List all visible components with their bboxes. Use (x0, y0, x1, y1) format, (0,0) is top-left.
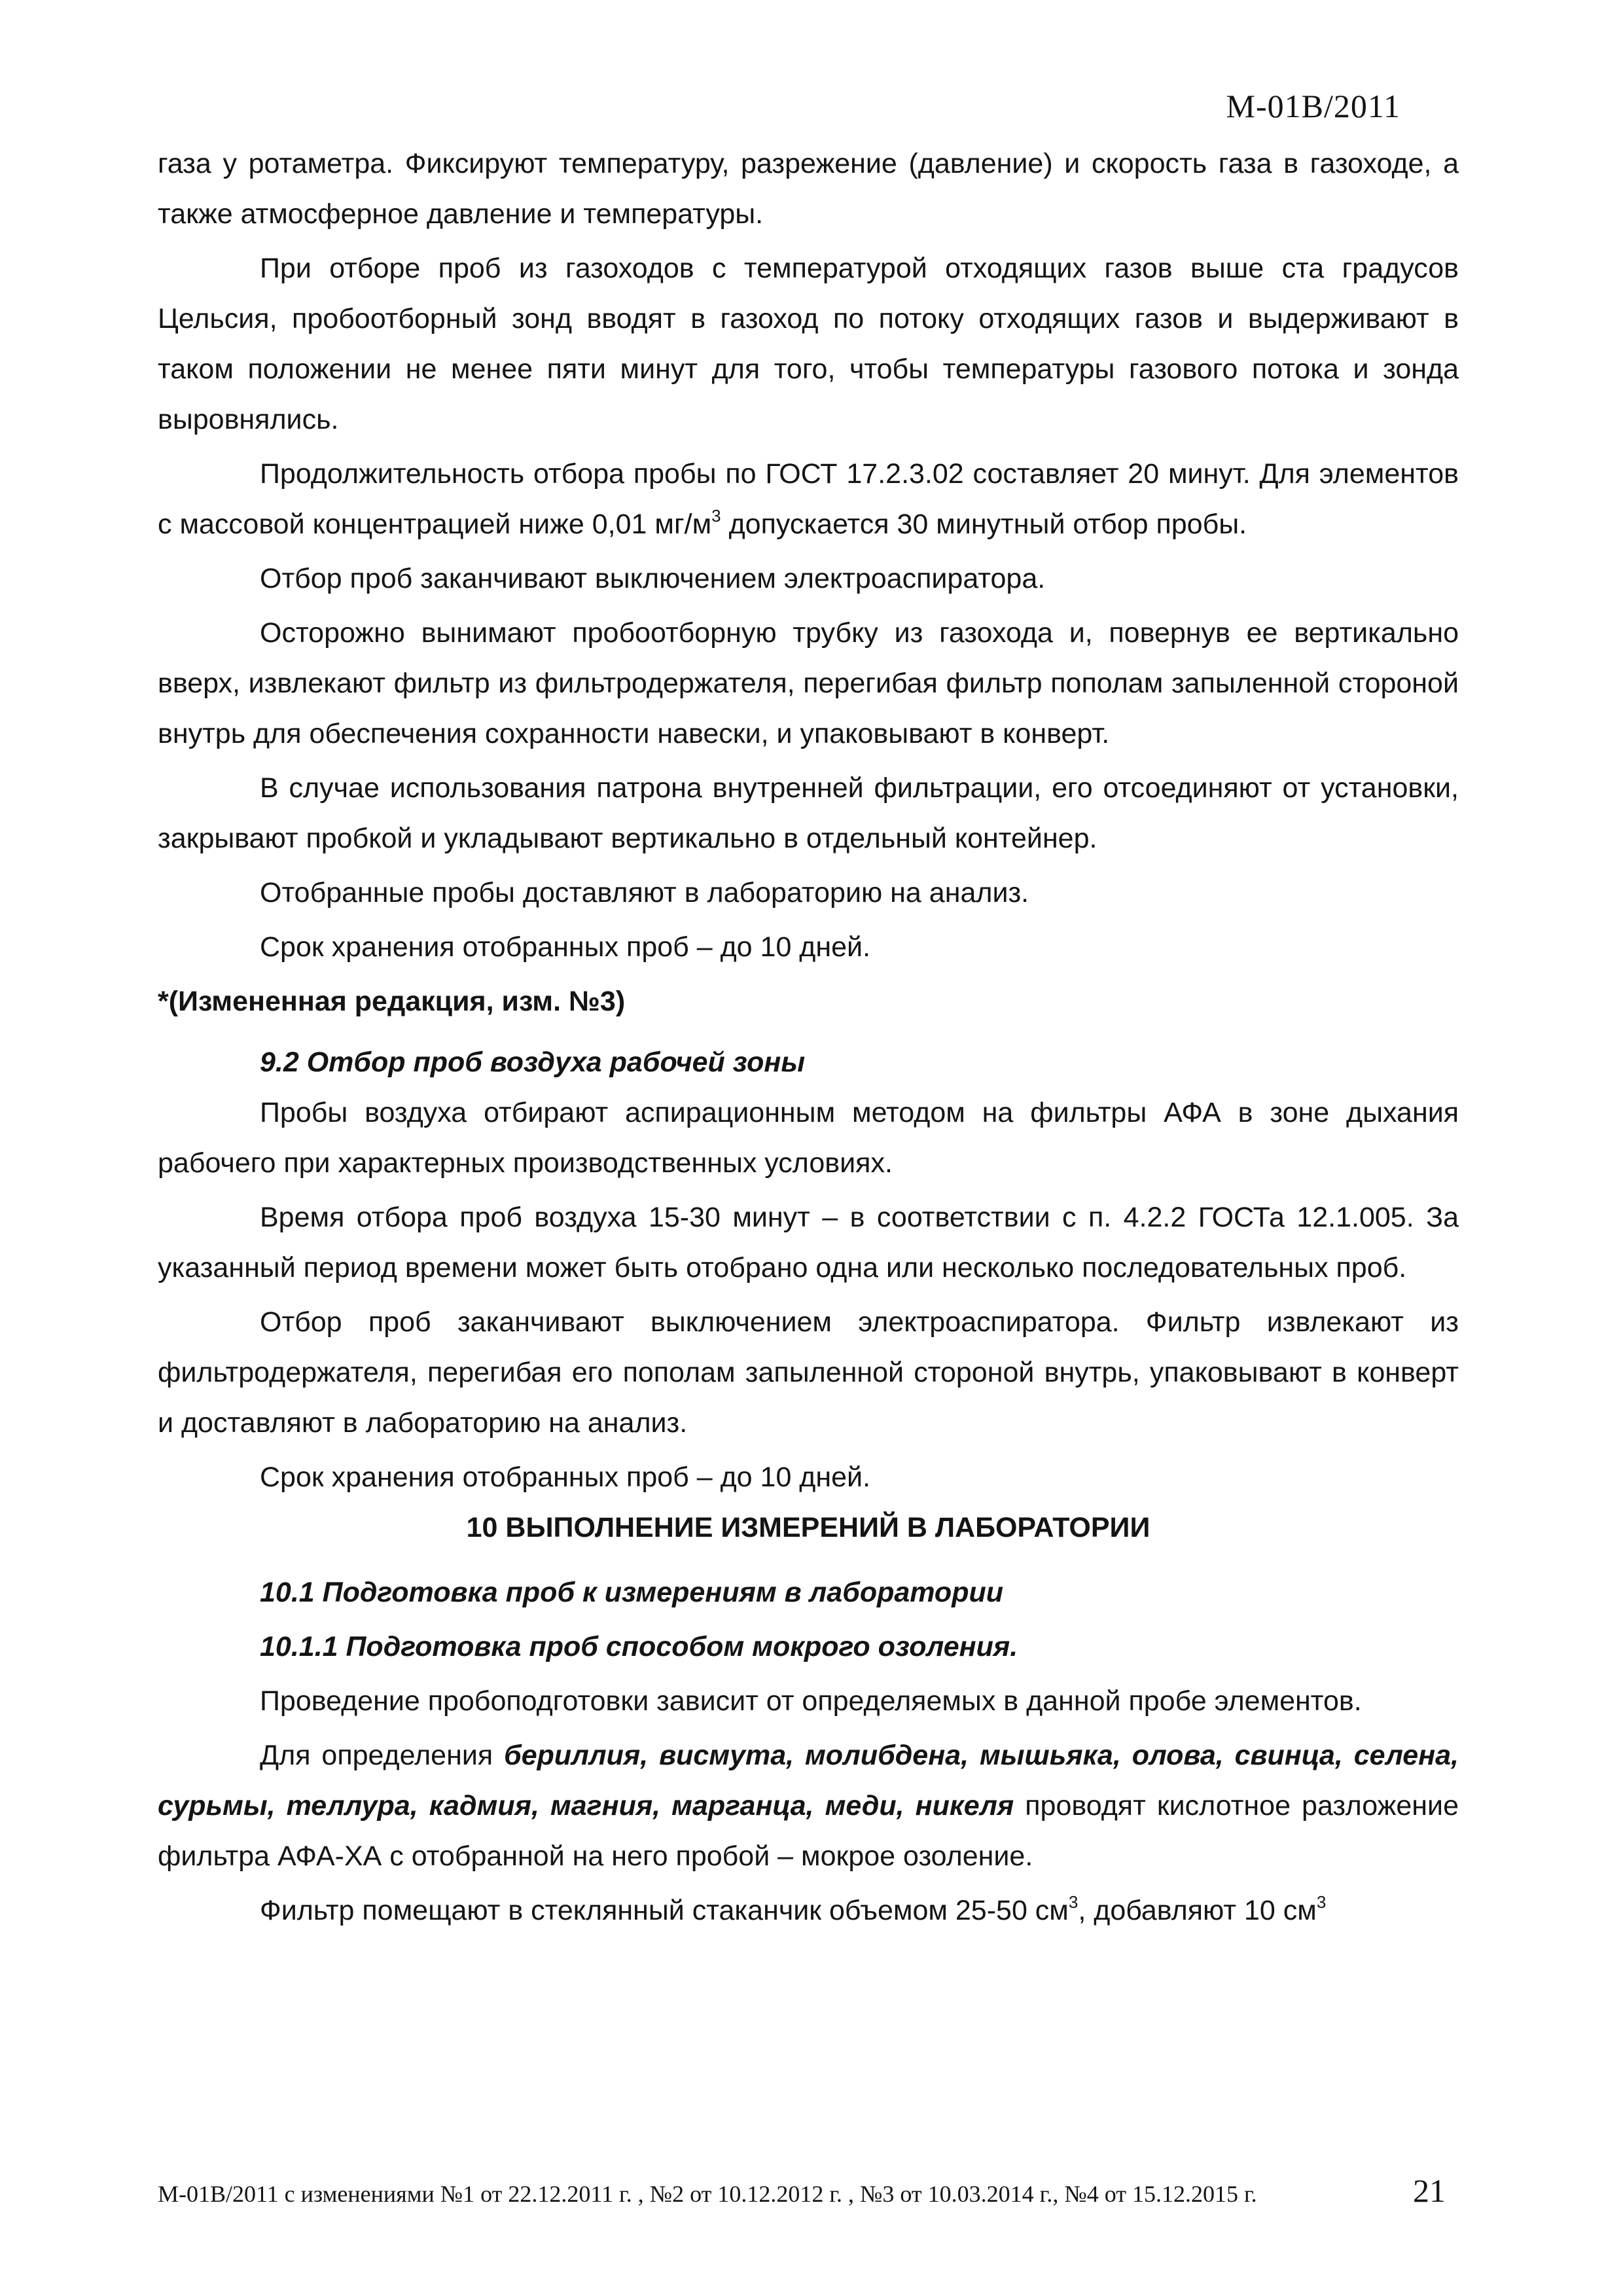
cubic-superscript: 3 (711, 506, 721, 526)
section-10-1-title: 10.1 Подготовка проб к измерениям в лаборатории (260, 1577, 1003, 1608)
cubic-superscript-1: 3 (1068, 1892, 1079, 1912)
paragraph-storage-period-2: Срок хранения отобранных проб – до 10 дней. (260, 1462, 871, 1493)
amendment-note: *(Измененная редакция, изм. №3) (158, 986, 626, 1017)
document-code: М-01В/2011 (1226, 88, 1400, 124)
footer-revision-text: М-01В/2011 с изменениями №1 от 22.12.2011 г. , №2 от 10.12.2012 г. , №3 от 10.03.2014 г., №4 от 15.12.2015 г. (158, 2181, 1257, 2207)
paragraph-stop-aspirator: Отбор проб заканчивают выключением электроаспиратора. (260, 563, 1046, 594)
paragraph-sampling-time: Время отбора проб воздуха 15-30 минут – в соответствии с п. 4.2.2 ГОСТа 12.1.005. За указанный период времени может быть отобрано одна или несколько последовательных проб. (158, 1202, 1459, 1283)
section-9-2-title: 9.2 Отбор проб воздуха рабочей зоны (260, 1047, 806, 1078)
paragraph-gas-rotameter: газа у ротаметра. Фиксируют температуру, разрежение (давление) и скорость газа в газоходе, а также атмосферное давление и температуры. (158, 148, 1459, 230)
paragraph-sampling-duration (158, 449, 1459, 550)
paragraph-internal-filtration: В случае использования патрона внутренней фильтрации, его отсоединяют от установки, закрывают пробкой и укладывают вертикально в отдельный контейнер. (158, 772, 1459, 854)
section-10-1-1-title: 10.1.1 Подготовка проб способом мокрого озоления. (260, 1631, 1018, 1662)
paragraph-sample-preparation: Проведение пробоподготовки зависит от определяемых в данной пробе элементов. (260, 1685, 1362, 1717)
paragraph-workplace-air: Пробы воздуха отбирают аспирационным методом на фильтры АФА в зоне дыхания рабочего при характерных производственных условиях. (158, 1097, 1459, 1179)
element-list-names: бериллия, висмута, молибдена, мышьяка, олова, свинца, селена, сурьмы, теллура, кадмия, магния, марганца, меди, никеля (158, 1740, 1459, 1821)
paragraph-element-list (158, 1731, 1459, 1882)
document-body (158, 139, 1459, 1936)
duration-text-a: Продолжительность отбора пробы по ГОСТ 17.2.3.02 составляет 20 минут. Для элементов с массовой концентрацией ниже 0,01 мг/м (158, 458, 1459, 540)
paragraph-remove-tube: Осторожно вынимают пробоотборную трубку из газохода и, повернув ее вертикально вверх, извлекают фильтр из фильтродержателя, перегибая фильтр пополам запыленной стороной внутрь для обеспечения сохранности навески, и упаковывают в конверт. (158, 617, 1459, 749)
paragraph-high-temperature-sampling: При отборе проб из газоходов с температурой отходящих газов выше ста градусов Цельсия, пробоотборный зонд вводят в газоход по потоку отходящих газов и выдерживают в таком положении не менее пяти минут для того, чтобы температуры газового потока и зонда выровнялись. (158, 253, 1459, 435)
page-footer (158, 2172, 1459, 2210)
paragraph-filter-beaker (158, 1886, 1459, 1936)
duration-text-b: допускается 30 минутный отбор пробы. (721, 509, 1247, 540)
paragraph-storage-period: Срок хранения отобранных проб – до 10 дней. (260, 931, 871, 963)
beaker-text-b: , добавляют 10 см (1078, 1895, 1317, 1926)
beaker-text-a: Фильтр помещают в стеклянный стаканчик объемом 25-50 см (260, 1895, 1069, 1926)
element-list-intro: Для определения (260, 1740, 505, 1771)
section-10-title: 10 ВЫПОЛНЕНИЕ ИЗМЕРЕНИЙ В ЛАБОРАТОРИИ (466, 1512, 1150, 1543)
page-number: 21 (1413, 2172, 1446, 2209)
paragraph-deliver-samples: Отобранные пробы доставляют в лабораторию на анализ. (260, 877, 1029, 908)
element-list-rest: проводят кислотное разложение фильтра АФА-ХА с отобранной на него пробой – мокрое озоление. (158, 1790, 1459, 1872)
paragraph-stop-aspirator-filter: Отбор проб заканчивают выключением электроаспиратора. Фильтр извлекают из фильтродержателя, перегибая его пополам запыленной стороной внутрь, упаковывают в конверт и доставляют в лабораторию на анализ. (158, 1306, 1459, 1439)
cubic-superscript-2: 3 (1316, 1892, 1327, 1912)
